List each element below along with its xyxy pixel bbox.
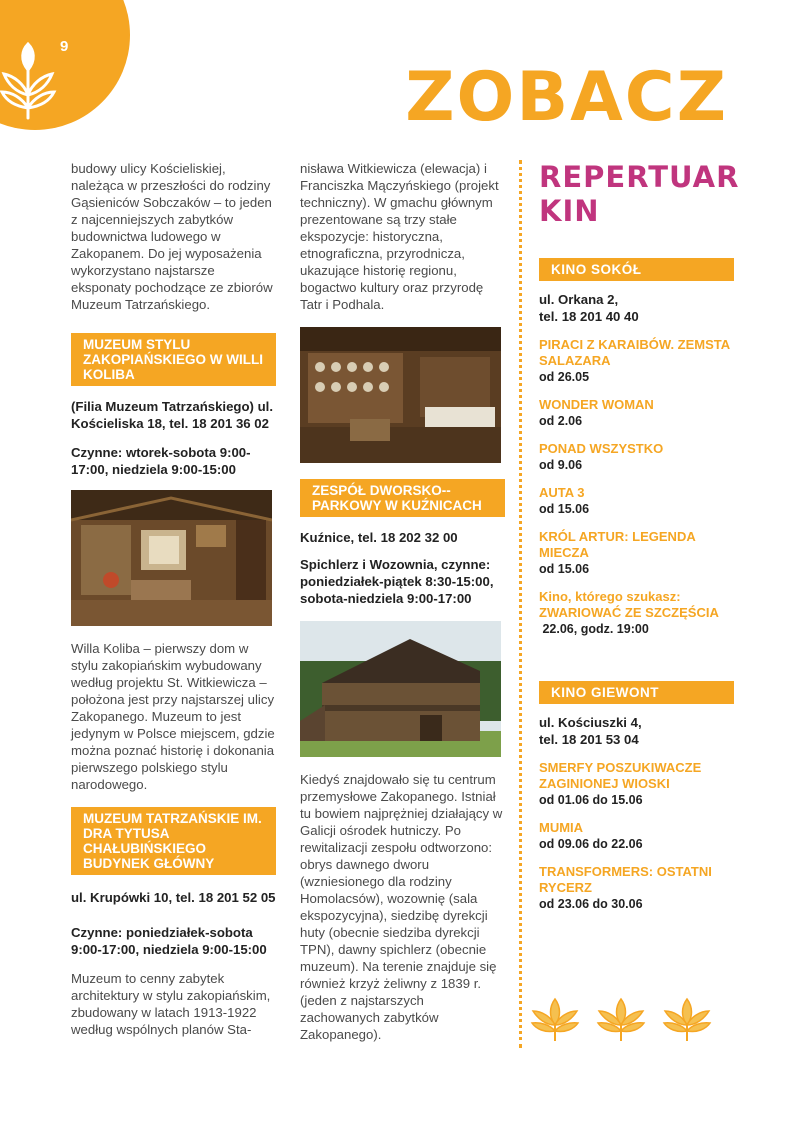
movie-item xyxy=(539,485,734,517)
column-2 xyxy=(300,160,505,1043)
tatra-museum-continued: nisława Witkiewicza (elewacja) i Franciszka Mączyńskiego (projekt techniczny). W gmachu głównym prezentowane są trzy stałe ekspozycje: historyczna, etnograficzna, przyrodnicza, ukazujące historię regionu, bogactwo kultury oraz przyrodę Tatr i Podhala. xyxy=(300,161,499,312)
movie-date: 22.06, godz. 19:00 xyxy=(539,622,649,636)
koliba-hours: Czynne: wtorek-sobota 9:00-17:00, niedziela 9:00-15:00 xyxy=(71,445,251,477)
museum-interior-photo xyxy=(300,327,501,463)
movie-title: PIRACI Z KARAIBÓW. ZEMSTA SALAZARA xyxy=(539,337,730,368)
movie-date: od 01.06 do 15.06 xyxy=(539,793,643,807)
kino-sokol-phone: tel. 18 201 40 40 xyxy=(539,309,639,324)
flower-icon xyxy=(530,995,580,1043)
tatra-museum-header: MUZEUM TATRZAŃSKIE IM. DRA TYTUSA CHAŁUBIŃSKIEGO BUDYNEK GŁÓWNY xyxy=(71,807,276,875)
kuznice-address: Kuźnice, tel. 18 202 32 00 xyxy=(300,530,458,545)
movie-date: od 15.06 xyxy=(539,502,590,516)
repertuar-title xyxy=(539,160,740,228)
movie-date: od 26.05 xyxy=(539,370,590,384)
koliba-interior-photo xyxy=(71,490,272,626)
movie-item xyxy=(539,441,734,473)
repertuar-column xyxy=(539,160,740,912)
kino-giewont-phone: tel. 18 201 53 04 xyxy=(539,732,639,747)
repertuar-title-line2: KIN xyxy=(539,194,600,228)
movie-title: AUTA 3 xyxy=(539,485,585,500)
column-1 xyxy=(71,160,276,1038)
kuznice-description: Kiedyś znajdowało się tu centrum przemysłowe Zakopanego. Istniał tu bowiem najprężniej działający w Galicji ośrodek hutniczy. Po rewitalizacji zespołu odtworzono: obrys dawnego dworu (wzniesionego dla rodziny Homolacsów), wozownię (sala ekspozycyjna), siedzibę dyrekcji huty (obecnie siedziba dyrekcji TPN), dawny spichlerz (obecnie muzeum). Na terenie znajduje się również krzyż żeliwny z 1839 r. (jeden z najstarszych zachowanych zabytków Zakopanego). xyxy=(300,772,503,1042)
movie-title: SMERFY POSZUKIWACZE ZAGINIONEJ WIOSKI xyxy=(539,760,702,791)
koliba-address: (Filia Muzeum Tatrzańskiego) ul. Kościeliska 18, tel. 18 201 36 02 xyxy=(71,399,273,431)
kino-sokol-address-line1: ul. Orkana 2, xyxy=(539,292,619,307)
movie-date: od 9.06 xyxy=(539,458,583,472)
movie-title: PONAD WSZYSTKO xyxy=(539,441,664,456)
movie-date: od 23.06 do 30.06 xyxy=(539,897,643,911)
decorative-flowers xyxy=(530,995,712,1043)
tatra-museum-address: ul. Krupówki 10, tel. 18 201 52 05 xyxy=(71,890,276,905)
movie-item xyxy=(539,760,734,808)
movie-title: TRANSFORMERS: OSTATNI RYCERZ xyxy=(539,864,712,895)
flower-icon xyxy=(662,995,712,1043)
koliba-description: Willa Koliba – pierwszy dom w stylu zakopiańskim wybudowany według projektu St. Witkiewicza – położona jest przy najstarszej ulicy Zakopanego. Muzeum to jest jedynym w Polsce miejscem, gdzie można poznać historię i dokonania pierwszego polskiego stylu narodowego. xyxy=(71,641,275,792)
movie-title: KRÓL ARTUR: LEGENDA MIECZA xyxy=(539,529,696,560)
kino-giewont-address xyxy=(539,714,734,748)
column-divider xyxy=(519,160,522,1048)
tatra-museum-hours: Czynne: poniedziałek-sobota 9:00-17:00, niedziela 9:00-15:00 xyxy=(71,925,267,957)
tatra-museum-description: Muzeum to cenny zabytek architektury w stylu zakopiańskim, zbudowany w latach 1913-1922 według wspólnych planów Sta- xyxy=(71,971,271,1037)
kuznice-hours: Spichlerz i Wozownia, czynne: poniedziałek-piątek 8:30-15:00, sobota-niedziela 9:00-17:00 xyxy=(300,557,494,606)
kino-giewont-address-line1: ul. Kościuszki 4, xyxy=(539,715,642,730)
movie-item xyxy=(539,820,734,852)
movie-item xyxy=(539,397,734,429)
movie-title: MUMIA xyxy=(539,820,584,835)
movie-title: WONDER WOMAN xyxy=(539,397,654,412)
koliba-header: MUZEUM STYLU ZAKOPIAŃSKIEGO W WILLI KOLIBA xyxy=(71,333,276,386)
kino-sokol-address xyxy=(539,291,734,325)
intro-text: budowy ulicy Kościeliskiej, należąca w przeszłości do rodziny Gąsieniców Sobczaków – to jeden z najcenniejszych zabytków budownictwa ludowego w Zakopanem. Do jej wyposażenia wykorzystano najstarsze eksponaty pochodzące ze zbiorów Muzeum Tatrzańskiego. xyxy=(71,161,273,312)
movie-date: od 09.06 do 22.06 xyxy=(539,837,643,851)
movie-date: od 2.06 xyxy=(539,414,583,428)
movie-item xyxy=(539,337,734,385)
section-title: ZOBACZ xyxy=(405,58,728,137)
movie-date: od 15.06 xyxy=(539,562,590,576)
kino-giewont-header: KINO GIEWONT xyxy=(539,681,734,704)
flower-icon xyxy=(596,995,646,1043)
page-number: 9 xyxy=(60,38,69,55)
movie-item xyxy=(539,589,734,637)
kuznice-header: ZESPÓŁ DWORSKO--PARKOWY W KUŹNICACH xyxy=(300,479,505,517)
kino-sokol-header: KINO SOKÓŁ xyxy=(539,258,734,281)
granary-photo xyxy=(300,621,501,757)
movie-item xyxy=(539,529,734,577)
movie-item xyxy=(539,864,734,912)
repertuar-title-line1: REPERTUAR xyxy=(539,160,740,194)
movie-title: Kino, którego szukasz: ZWARIOWAĆ ZE SZCZĘŚCIA xyxy=(539,589,719,620)
wheat-icon xyxy=(0,40,60,120)
